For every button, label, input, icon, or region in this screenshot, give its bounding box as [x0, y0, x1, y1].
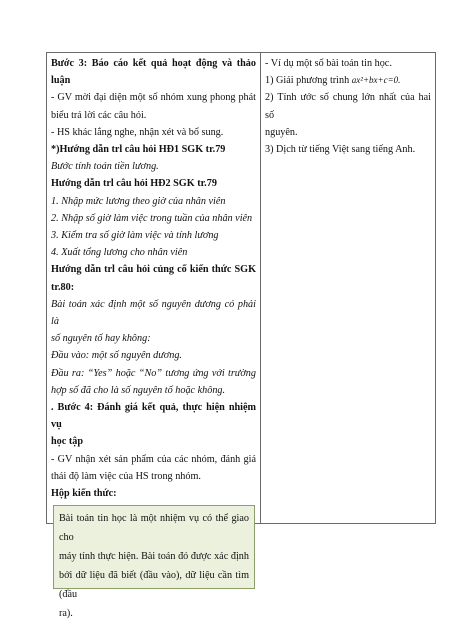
gv-review-line1: - GV nhận xét sản phẩm của các nhóm, đánh giá — [51, 453, 256, 465]
step4-title-line1: . Bước 4: Đánh giá kết quả, thực hiện nhiệm vụ — [51, 402, 256, 431]
hs-feedback: - HS khác lắng nghe, nhận xét và bổ sung. — [51, 126, 224, 138]
hd2-title: Hướng dẫn trl câu hỏi HĐ2 SGK tr.79 — [51, 178, 217, 190]
consolidation-body-line2: số nguyên tố hay không: — [51, 333, 151, 345]
hd2-step-1: 1. Nhập mức lương theo giờ của nhân viên — [51, 195, 226, 207]
example-2-line1: 2) Tính ước số chung lớn nhất của hai số — [265, 92, 431, 121]
consolidation-body-line1: Bài toán xác định một số nguyên dương có phải là — [51, 298, 256, 328]
knowledge-line-3: bởi dữ liệu đã biết (đầu vào), dữ liệu cần tìm (đầu — [59, 570, 249, 601]
example-1 — [265, 72, 431, 89]
example-1-text: 1) Giải phương trình — [265, 75, 352, 87]
hd1-body: Bước tính toán tiền lương. — [51, 161, 159, 173]
consolidation-input: Đầu vào: một số nguyên dương. — [51, 350, 182, 362]
step3-title: Bước 3: Báo cáo kết quả hoạt động và thảo luận — [51, 58, 256, 87]
step4-title-line2: học tập — [51, 436, 83, 448]
example-2-line2: nguyên. — [265, 126, 298, 138]
right-column — [261, 53, 435, 523]
quadratic-formula: ax²+bx+c=0. — [351, 75, 401, 86]
hd1-title: *)Hướng dẫn trl câu hỏi HĐ1 SGK tr.79 — [51, 144, 226, 156]
example-3: 3) Dịch từ tiếng Việt sang tiếng Anh. — [265, 144, 416, 156]
knowledge-line-4: ra). — [59, 608, 73, 620]
lesson-table — [46, 52, 436, 620]
consolidation-title-line1: Hướng dẫn trl câu hỏi củng cố kiến thức SGK — [51, 264, 256, 276]
hd2-step-2: 2. Nhập số giờ làm việc trong tuần của nhân viên — [51, 212, 253, 224]
examples-intro: - Ví dụ một số bài toán tin học. — [265, 58, 392, 69]
consolidation-output-line2: hợp số đã cho là số nguyên tố hoặc không. — [51, 384, 226, 396]
gv-invite-line2: biểu trả lời các câu hỏi. — [51, 109, 147, 121]
gv-review-line2: thái độ làm việc của HS trong nhóm. — [51, 470, 201, 482]
left-column — [47, 53, 261, 620]
consolidation-output-line1: Đầu ra: “Yes” hoặc “No” tương ứng với trường — [51, 367, 256, 379]
knowledge-line-1: Bài toán tin học là một nhiệm vụ có thể giao cho — [59, 513, 249, 544]
hd2-step-4: 4. Xuất tổng lương cho nhân viên — [51, 247, 188, 259]
knowledge-box-title: Hộp kiến thức: — [51, 488, 117, 500]
knowledge-box — [53, 505, 255, 620]
consolidation-title-line2: tr.80: — [51, 281, 75, 293]
hd2-step-3: 3. Kiểm tra số giờ làm việc và tính lương — [51, 230, 219, 242]
knowledge-line-2: máy tính thực hiện. Bài toán đó được xác định — [59, 551, 249, 563]
gv-invite-line1: - GV mời đại diện một số nhóm xung phong phát — [51, 92, 256, 104]
